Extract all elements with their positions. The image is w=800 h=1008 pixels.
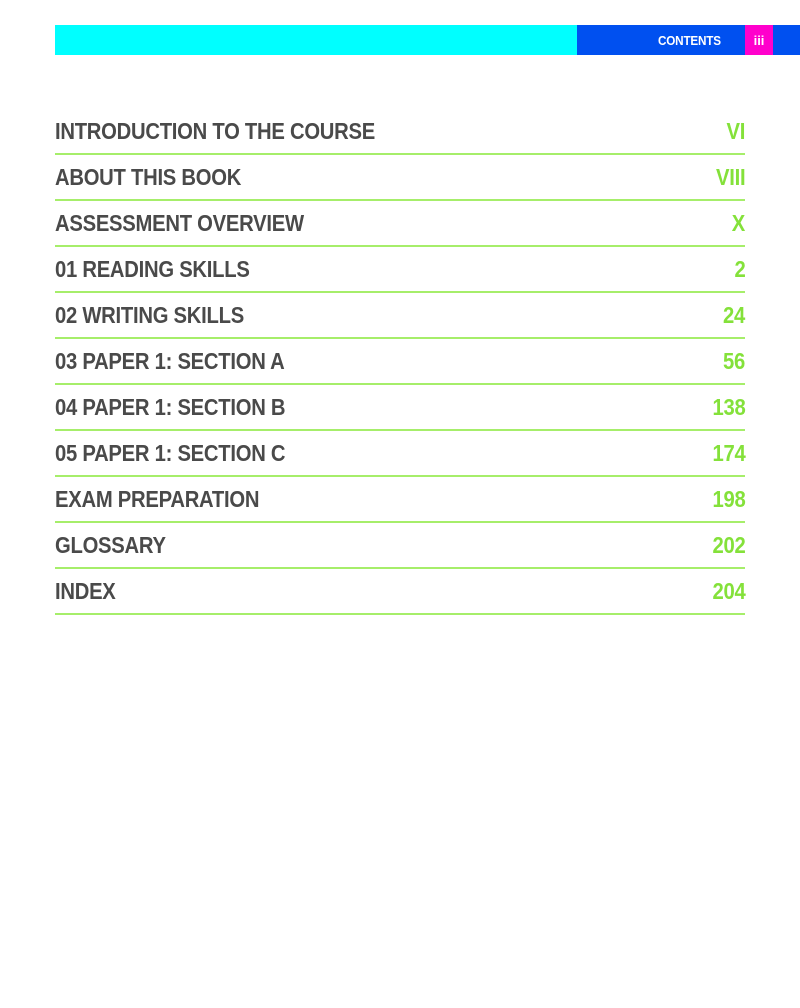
toc-entry-label: INTRODUCTION TO THE COURSE (55, 117, 375, 144)
toc-entry-label: ASSESSMENT OVERVIEW (55, 209, 304, 236)
toc-entry-label: INDEX (55, 577, 116, 604)
toc-entry-label: 01 READING SKILLS (55, 255, 250, 282)
toc-entry-label: GLOSSARY (55, 531, 166, 558)
toc-entry-page: 2 (734, 255, 745, 282)
toc-entry-label: ABOUT THIS BOOK (55, 163, 242, 190)
toc-entry-paper1-section-c[interactable] (55, 431, 745, 477)
toc-entry-exam-preparation[interactable] (55, 477, 745, 523)
toc-entry-writing-skills[interactable] (55, 293, 745, 339)
toc-entry-label: 03 PAPER 1: SECTION A (55, 347, 285, 374)
toc-entry-label: 04 PAPER 1: SECTION B (55, 393, 286, 420)
toc-entry-glossary[interactable] (55, 523, 745, 569)
toc-entry-page: 204 (712, 577, 745, 604)
toc-entry-page: 202 (712, 531, 745, 558)
header-accent-band (55, 25, 577, 55)
toc-entry-assessment-overview[interactable] (55, 201, 745, 247)
toc-entry-about-this-book[interactable] (55, 155, 745, 201)
toc-entry-label: 02 WRITING SKILLS (55, 301, 244, 328)
header-bar (55, 25, 800, 55)
toc-entry-page: 174 (712, 439, 745, 466)
toc-entry-label: 05 PAPER 1: SECTION C (55, 439, 286, 466)
toc-entry-introduction[interactable] (55, 109, 745, 155)
toc-entry-page: 24 (723, 301, 745, 328)
toc-entry-label: EXAM PREPARATION (55, 485, 260, 512)
header-title-band (577, 25, 745, 55)
toc-entry-index[interactable] (55, 569, 745, 615)
toc-entry-page: 138 (712, 393, 745, 420)
toc-entry-reading-skills[interactable] (55, 247, 745, 293)
toc-entry-page: VIII (715, 163, 745, 190)
toc-entry-paper1-section-a[interactable] (55, 339, 745, 385)
toc-entry-paper1-section-b[interactable] (55, 385, 745, 431)
toc-entry-page: X (731, 209, 745, 236)
toc-entry-page: 56 (723, 347, 745, 374)
toc-entry-page: 198 (712, 485, 745, 512)
header-page-number: iii (745, 25, 773, 55)
header-title: CONTENTS (658, 32, 721, 48)
table-of-contents (55, 109, 745, 615)
toc-entry-page: VI (726, 117, 745, 144)
header-tail-band (773, 25, 800, 55)
